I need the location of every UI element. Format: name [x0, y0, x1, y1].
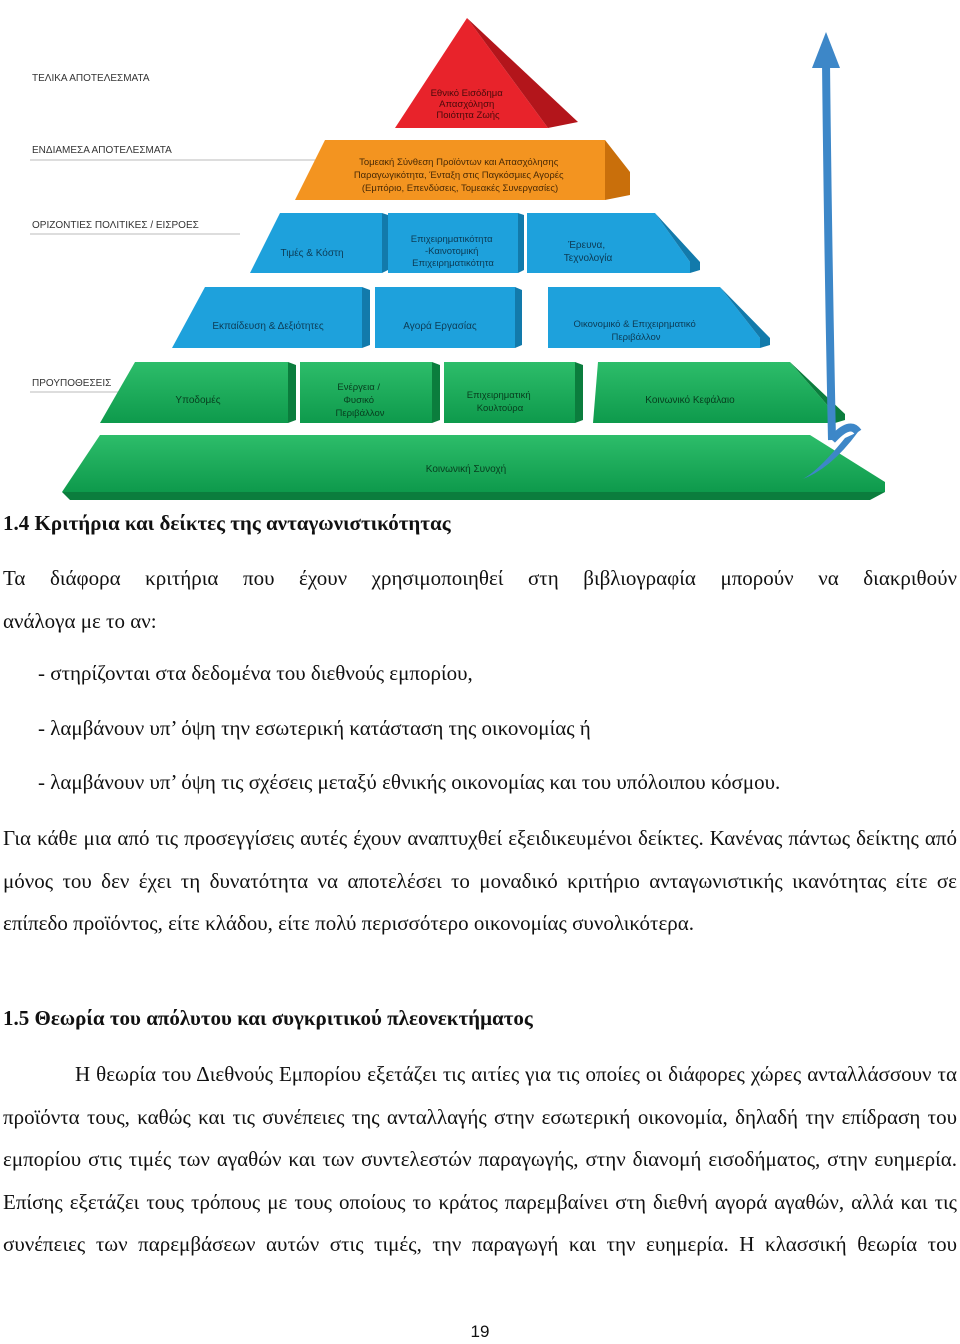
- section-1-4-paragraph: [3, 817, 957, 945]
- section-1-5-body: [3, 1053, 957, 1266]
- top-tier-line-3: Ποιότητα Ζωής: [436, 110, 500, 121]
- row3-research-line-1: Έρευνα,: [568, 240, 606, 251]
- top-tier-block: [395, 18, 578, 128]
- row4-block-labour-market: [375, 287, 522, 348]
- row3-entre-line-1: Επιχειρηματικότητα: [410, 234, 493, 245]
- bullet-item-3: - λαμβάνουν υπ’ όψη τις σχέσεις μεταξύ εθνικής οικονομίας και του υπόλοιπου κόσμου.: [38, 770, 781, 794]
- orange-tier-block: [295, 140, 630, 200]
- row5-block-culture: [444, 362, 583, 423]
- row3-entre-line-3: Επιχειρηματικότητα: [412, 258, 494, 269]
- row4-block-education: [172, 287, 370, 348]
- row5-block-infrastructure: [100, 362, 296, 423]
- bullet-item-1: - στηρίζονται στα δεδομένα του διεθνούς εμπορίου,: [38, 661, 473, 685]
- orange-tier-line-1: Τομεακή Σύνθεση Προϊόντων και Απασχόλησης: [359, 157, 559, 168]
- row5-block-social-capital: [593, 362, 845, 423]
- row4-env-line-1: Οικονομικό & Επιχειρηματικό: [573, 319, 696, 330]
- page-number: 19: [470, 1322, 490, 1341]
- competitiveness-pyramid-figure: [0, 0, 960, 505]
- top-tier-line-1: Εθνικό Εισόδημα: [430, 88, 503, 99]
- row5-energy-line-3: Περιβάλλον: [335, 408, 385, 419]
- svg-text:Εθνικό Εισόδημα Απασχό: [431, 88, 506, 121]
- level-label-final: ΤΕΛΙΚΑ ΑΠΟΤΕΛΕΣΜΑΤΑ: [32, 73, 150, 84]
- row4-block-environment: [548, 287, 770, 348]
- indicators-paragraph: Για κάθε μια από τις προσεγγίσεις αυτές έχουν αναπτυχθεί εξειδικευμένοι δείκτες. Κανένας πάντως δείκτης από μόνος του δεν έχει τη δυνατότητα να αποτελέσει το μοναδικό κριτήριο ανταγωνιστικής ικανότητας είτε σε επίπεδο προϊόντος, είτε κλάδου, είτε πολύ περισσότερο οικονομίας συνολικότερα.: [3, 826, 957, 935]
- row5-social-label: Κοινωνικό Κεφάλαιο: [645, 395, 735, 406]
- base-tier-block: [62, 435, 885, 500]
- row5-culture-line-1: Επιχειρηματική: [466, 390, 531, 401]
- row3-block-prices: [250, 213, 388, 273]
- row5-block-energy: [300, 362, 440, 423]
- row5-energy-line-2: Φυσικό: [343, 395, 375, 406]
- trade-theory-paragraph: Η θεωρία του Διεθνούς Εμπορίου εξετάζει τις αιτίες για τις οποίες οι διάφορες χώρες ανταλλάσσουν τα προϊόντα τους, καθώς και τις συνέπειες της ανταλλαγής στην εσωτερική οικονομία, δηλαδή την επίδραση του εμπορίου στις τιμές των αγαθών και των συντελεστών παραγωγής, στην διανομή εισοδήματος, στην ευημερία. Επίσης εξετάζει τους τρόπους με τους οποίους το κράτος παρεμβαίνει στη διεθνή αγορά αγαθών, αλλά και τις συνέπειες των παρεμβάσεων αυτών στις τιμές, την παραγωγή και την ευημερία. Η κλασσική θεωρία του: [3, 1062, 957, 1256]
- row5-culture-line-2: Κουλτούρα: [476, 403, 524, 414]
- row3-block-entrepreneurship: [388, 213, 524, 273]
- section-1-4-intro: [3, 557, 957, 642]
- level-label-prerequisites: ΠΡΟΥΠΟΘΕΣΕΙΣ: [32, 378, 112, 389]
- base-tier-label: Κοινωνική Συνοχή: [425, 464, 507, 475]
- row3-research-line-2: Τεχνολογία: [563, 253, 613, 264]
- orange-tier-line-2: Παραγωγικότητα, Ένταξη στις Παγκόσμιες Αγορές: [353, 170, 564, 181]
- row4-education-label: Εκπαίδευση & Δεξιότητες: [212, 321, 324, 332]
- bullet-item-2: - λαμβάνουν υπ’ όψη την εσωτερική κατάσταση της οικονομίας ή: [38, 716, 591, 740]
- row4-labour-label: Αγορά Εργασίας: [403, 321, 477, 332]
- intro-line-1: Τα διάφορα κριτήρια που έχουν χρησιμοποιηθεί στη βιβλιογραφία μπορούν να διακριθούν: [3, 566, 957, 590]
- row5-energy-line-1: Ενέργεια /: [337, 382, 380, 393]
- row3-prices-label: Τιμές & Κόστη: [280, 248, 344, 259]
- intro-line-2: ανάλογα με το αν:: [3, 608, 157, 633]
- section-1-5-heading: 1.5 Θεωρία του απόλυτου και συγκριτικού πλεονεκτήματος: [3, 1006, 533, 1030]
- top-tier-line-2: Απασχόληση: [439, 99, 495, 110]
- section-1-4-heading: 1.4 Κριτήρια και δείκτες της ανταγωνιστικότητας: [3, 511, 451, 535]
- svg-text:Τομεακή Σύνθεση Προϊόντων και: [354, 157, 566, 194]
- row3-entre-line-2: -Καινοτομική: [424, 246, 479, 257]
- level-label-intermediate: ΕΝΔΙΑΜΕΣΑ ΑΠΟΤΕΛΕΣΜΑΤΑ: [32, 145, 172, 156]
- level-label-horizontal: ΟΡΙΖΟΝΤΙΕΣ ΠΟΛΙΤΙΚΕΣ / ΕΙΣΡΟΕΣ: [32, 220, 199, 231]
- row3-block-research: [527, 213, 700, 273]
- row4-env-line-2: Περιβάλλον: [611, 332, 661, 343]
- pyramid-diagram: [0, 0, 960, 505]
- row5-infra-label: Υποδομές: [175, 395, 221, 406]
- orange-tier-line-3: (Εμπόριο, Επενδύσεις, Τομεακές Συνεργασίες): [361, 183, 559, 194]
